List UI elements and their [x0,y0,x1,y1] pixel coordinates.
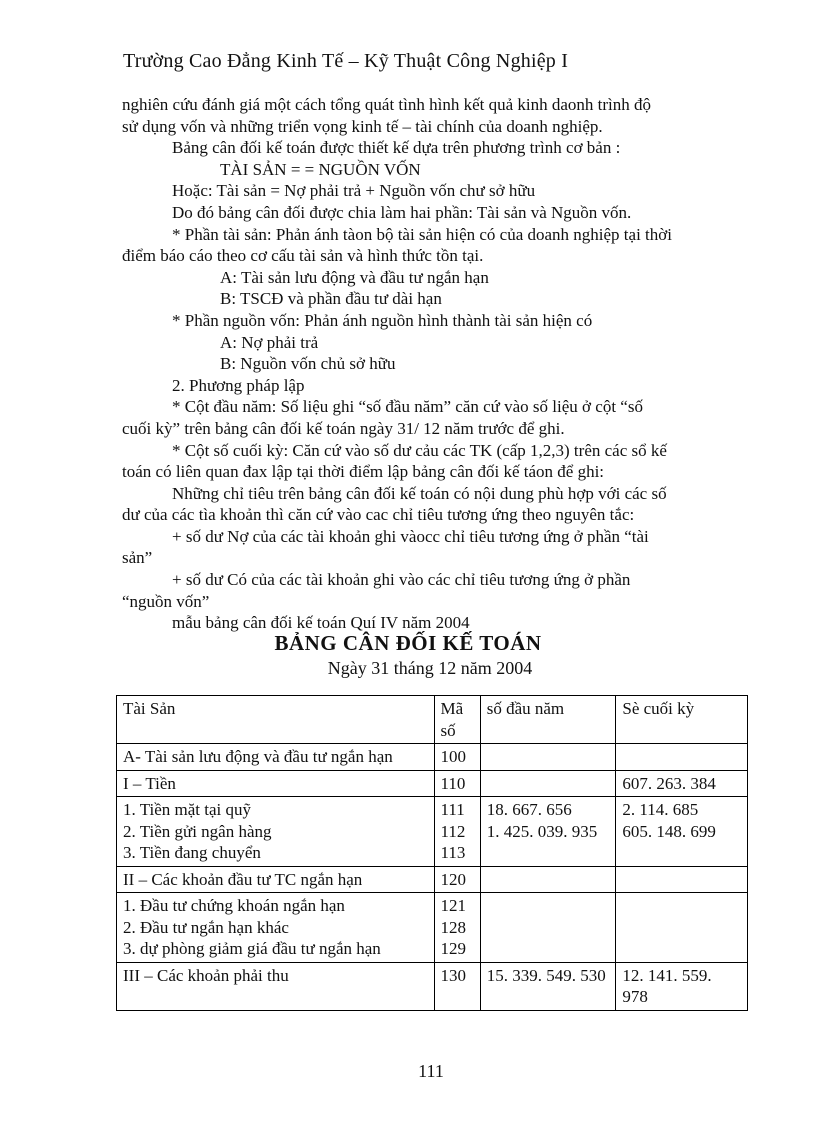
text-line: “nguồn vốn” [122,591,210,611]
header-cell-closing: Sè cuối kỳ [616,696,748,744]
cell-opening: 18. 667. 656 1. 425. 039. 935 [480,797,616,867]
text-line: Bảng cân đối kế toán được thiết kế dựa trên phương trình cơ bản : [172,138,621,158]
table-row [117,797,748,867]
text-line: sản” [122,548,153,568]
text-line: * Cột số cuối kỳ: Căn cứ vào số dư cảu các TK (cấp 1,2,3) trên các sổ kế [172,440,667,460]
text-line: Hoặc: Tài sản = Nợ phải trả + Nguồn vốn chư sở hữu [172,181,536,201]
cell-closing [616,744,748,771]
cell-opening [480,770,616,797]
cell-opening [480,744,616,771]
text-line: A: Tài sản lưu động và đầu tư ngắn hạn [220,267,489,287]
table-row [117,770,748,797]
cell-closing: 2. 114. 685 605. 148. 699 [616,797,748,867]
table-subtitle: Ngày 31 tháng 12 năm 2004 [327,658,533,678]
cell-code: 100 [434,744,480,771]
cell-code: 110 [434,770,480,797]
cell-code: 111 112 113 [434,797,480,867]
cell-opening [480,866,616,893]
text-line: điểm báo cáo theo cơ cấu tài sản và hình thức tồn tại. [122,246,484,266]
cell-asset: III – Các khoản phải thu [117,962,435,1010]
cell-opening: 15. 339. 549. 530 [480,962,616,1010]
cell-asset: II – Các khoản đầu tư TC ngắn hạn [117,866,435,893]
cell-asset: A- Tài sản lưu động và đầu tư ngắn hạn [117,744,435,771]
table-row [117,744,748,771]
cell-opening [480,893,616,963]
table-row [117,962,748,1010]
text-line: * Phần tài sản: Phản ánh tàon bộ tài sản hiện có của doanh nghiệp tại thời [172,224,672,244]
cell-code: 120 [434,866,480,893]
text-line: dư của các tìa khoản thì căn cứ vào cac chỉ tiêu tương ứng theo nguyên tắc: [122,505,635,525]
text-line: B: Nguồn vốn chủ sở hữu [220,354,396,374]
text-line: Những chỉ tiêu trên bảng cân đối kế toán có nội dung phù hợp với các số [172,483,667,503]
table-header-row [117,696,748,744]
page-header: Trường Cao Đẳng Kinh Tế – Kỹ Thuật Công Nghiệp I [123,50,569,72]
text-line: A: Nợ phải trả [220,332,319,352]
text-line: toán có liên quan đax lập tại thời điểm lập bảng cân đối kế táon để ghi: [122,462,605,482]
cell-closing: 12. 141. 559. 978 [616,962,748,1010]
table-row [117,893,748,963]
text-line: + số dư Nợ của các tài khoản ghi vàocc chỉ tiêu tương ứng ở phần “tài [172,526,649,546]
page-number: 111 [418,1061,444,1081]
cell-asset: 1. Đầu tư chứng khoán ngắn hạn 2. Đầu tư ngắn hạn khác 3. dự phòng giảm giá đầu tư ngắn hạn [117,893,435,963]
balance-sheet-table [116,695,748,1011]
cell-asset: I – Tiền [117,770,435,797]
header-cell-code: Mã số [434,696,480,744]
text-line: sử dụng vốn và những triển vọng kinh tế – tài chính của doanh nghiệp. [122,116,603,136]
table-title: BẢNG CÂN ĐỐI KẾ TOÁN [274,631,542,655]
header-cell-opening: số đầu năm [480,696,616,744]
body-text [122,94,752,634]
header-cell-asset: Tài Sản [117,696,435,744]
text-line: Do đó bảng cân đối được chia làm hai phần: Tài sản và Nguồn vốn. [172,202,632,222]
cell-closing: 607. 263. 384 [616,770,748,797]
text-line: TÀI SẢN = = NGUỒN VỐN [220,159,421,179]
cell-asset: 1. Tiền mặt tại quỹ 2. Tiền gửi ngân hàng 3. Tiền đang chuyển [117,797,435,867]
text-line: nghiên cứu đánh giá một cách tổng quát tình hình kết quả kinh daonh trình độ [122,95,652,114]
text-line: * Cột đầu năm: Số liệu ghi “số đầu năm” căn cứ vào số liệu ở cột “số [172,397,643,417]
cell-closing [616,893,748,963]
cell-code: 130 [434,962,480,1010]
text-line: 2. Phương pháp lập [172,375,305,395]
text-line: * Phần nguồn vốn: Phản ánh nguồn hình thành tài sản hiện có [172,310,593,330]
text-line: B: TSCĐ và phần đầu tư dài hạn [220,289,442,309]
table-row [117,866,748,893]
cell-closing [616,866,748,893]
text-line: cuối kỳ” trên bảng cân đối kế toán ngày 31/ 12 năm trước để ghi. [122,418,565,438]
text-line: mẫu bảng cân đối kế toán Quí IV năm 2004 [172,613,470,633]
text-line: + số dư Có của các tài khoản ghi vào các chỉ tiêu tương ứng ở phần [172,570,631,590]
cell-code: 121 128 129 [434,893,480,963]
